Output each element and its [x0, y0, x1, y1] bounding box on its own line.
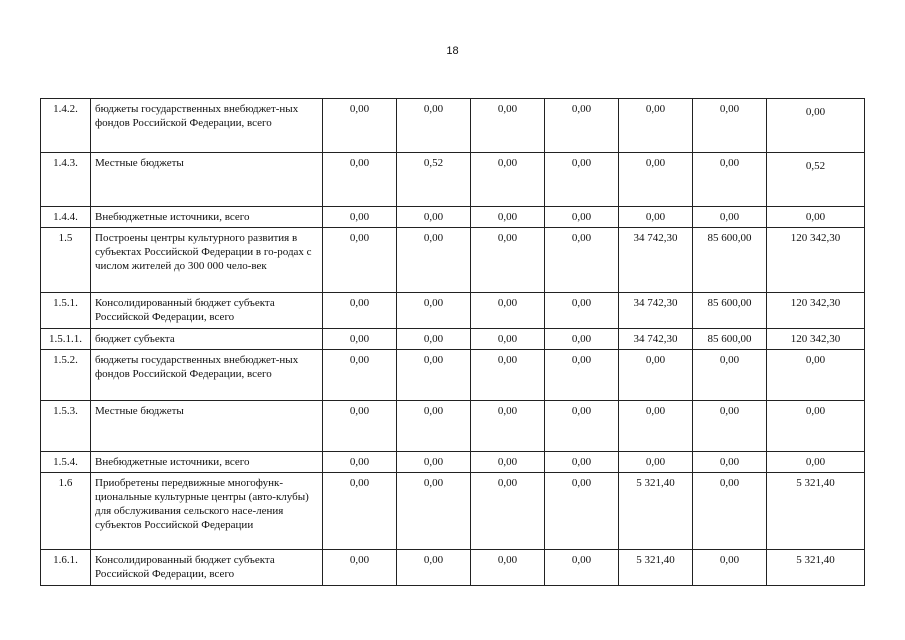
- table-row: [41, 153, 865, 207]
- value-cell-total: 0,00: [767, 452, 865, 473]
- page-number: 18: [446, 45, 459, 57]
- value-cell: 0,00: [397, 329, 471, 350]
- value-cell: 85 600,00: [693, 293, 767, 329]
- row-name: Построены центры культурного развития в субъектах Российской Федерации в го-родах с числом жителей до 300 000 чело-век: [91, 228, 323, 293]
- row-name: Приобретены передвижные многофунк-циональные культурные центры (авто-клубы) для обслуживания сельского насе-ления субъектов Российской Федерации: [91, 473, 323, 550]
- value-cell: 0,00: [323, 401, 397, 452]
- value-cell: 0,00: [545, 350, 619, 401]
- value-cell: 0,00: [619, 153, 693, 207]
- value-cell: 0,00: [545, 228, 619, 293]
- value-cell: 0,00: [397, 401, 471, 452]
- value-cell-total: 0,52: [767, 153, 865, 207]
- value-cell: 0,00: [397, 99, 471, 153]
- value-cell: 0,00: [397, 550, 471, 586]
- value-cell: 34 742,30: [619, 329, 693, 350]
- row-code: 1.6.1.: [41, 550, 91, 586]
- value-cell: 0,00: [545, 473, 619, 550]
- table-row: [41, 473, 865, 550]
- value-cell: 0,00: [619, 350, 693, 401]
- value-cell: 0,00: [471, 99, 545, 153]
- row-code: 1.5.4.: [41, 452, 91, 473]
- row-code: 1.5.1.: [41, 293, 91, 329]
- row-name: бюджет субъекта: [91, 329, 323, 350]
- row-name: Консолидированный бюджет субъекта Российской Федерации, всего: [91, 293, 323, 329]
- value-cell: 0,00: [471, 153, 545, 207]
- value-cell: 0,00: [619, 401, 693, 452]
- table-row: [41, 350, 865, 401]
- value-cell: 0,00: [397, 452, 471, 473]
- row-name: Местные бюджеты: [91, 401, 323, 452]
- row-name: Консолидированный бюджет субъекта Российской Федерации, всего: [91, 550, 323, 586]
- row-code: 1.5.1.1.: [41, 329, 91, 350]
- row-name: Внебюджетные источники, всего: [91, 207, 323, 228]
- row-code: 1.4.2.: [41, 99, 91, 153]
- value-cell: 0,00: [545, 153, 619, 207]
- value-cell: 0,00: [693, 401, 767, 452]
- value-cell: 5 321,40: [619, 550, 693, 586]
- value-cell: 0,00: [693, 153, 767, 207]
- value-cell-total: 5 321,40: [767, 550, 865, 586]
- row-code: 1.4.4.: [41, 207, 91, 228]
- value-cell: 0,00: [545, 401, 619, 452]
- row-code: 1.4.3.: [41, 153, 91, 207]
- value-cell-total: 0,00: [767, 99, 865, 153]
- value-cell: 0,00: [471, 401, 545, 452]
- value-cell: 0,00: [397, 293, 471, 329]
- row-name: бюджеты государственных внебюджет-ных фондов Российской Федерации, всего: [91, 350, 323, 401]
- table-row: [41, 293, 865, 329]
- value-cell: 0,00: [323, 293, 397, 329]
- value-cell: 0,00: [693, 99, 767, 153]
- table-row: [41, 228, 865, 293]
- value-cell: 0,00: [323, 329, 397, 350]
- budget-table: [40, 98, 865, 586]
- value-cell: 0,00: [545, 550, 619, 586]
- value-cell: 34 742,30: [619, 293, 693, 329]
- value-cell: 0,00: [323, 550, 397, 586]
- value-cell: 0,00: [545, 99, 619, 153]
- value-cell: 85 600,00: [693, 329, 767, 350]
- value-cell: 0,00: [693, 550, 767, 586]
- value-cell: 0,52: [397, 153, 471, 207]
- row-name: Внебюджетные источники, всего: [91, 452, 323, 473]
- row-code: 1.5.3.: [41, 401, 91, 452]
- value-cell: 0,00: [545, 207, 619, 228]
- value-cell: 0,00: [693, 207, 767, 228]
- value-cell: 0,00: [471, 452, 545, 473]
- value-cell: 0,00: [545, 293, 619, 329]
- value-cell: 0,00: [545, 452, 619, 473]
- value-cell: 0,00: [397, 228, 471, 293]
- value-cell: 0,00: [323, 99, 397, 153]
- value-cell-total: 120 342,30: [767, 228, 865, 293]
- value-cell: 0,00: [397, 473, 471, 550]
- value-cell: 0,00: [471, 207, 545, 228]
- value-cell-total: 120 342,30: [767, 329, 865, 350]
- value-cell: 0,00: [323, 153, 397, 207]
- table-row: [41, 452, 865, 473]
- value-cell: 0,00: [323, 207, 397, 228]
- row-code: 1.5.2.: [41, 350, 91, 401]
- value-cell: 34 742,30: [619, 228, 693, 293]
- value-cell-total: 120 342,30: [767, 293, 865, 329]
- value-cell: 0,00: [619, 452, 693, 473]
- value-cell: 0,00: [471, 550, 545, 586]
- value-cell: 0,00: [323, 350, 397, 401]
- table-row: [41, 207, 865, 228]
- row-name: Местные бюджеты: [91, 153, 323, 207]
- value-cell: 0,00: [323, 228, 397, 293]
- value-cell: 0,00: [471, 473, 545, 550]
- value-cell-total: 0,00: [767, 401, 865, 452]
- value-cell: 0,00: [323, 452, 397, 473]
- table-row: [41, 401, 865, 452]
- value-cell: 0,00: [397, 350, 471, 401]
- table-row: [41, 329, 865, 350]
- value-cell-total: 5 321,40: [767, 473, 865, 550]
- table-row: [41, 550, 865, 586]
- value-cell: 5 321,40: [619, 473, 693, 550]
- value-cell: 0,00: [397, 207, 471, 228]
- table-row: [41, 99, 865, 153]
- value-cell: 0,00: [471, 293, 545, 329]
- value-cell: 0,00: [619, 99, 693, 153]
- value-cell: 0,00: [471, 228, 545, 293]
- row-code: 1.5: [41, 228, 91, 293]
- value-cell: 0,00: [693, 473, 767, 550]
- value-cell: 0,00: [619, 207, 693, 228]
- row-name: бюджеты государственных внебюджет-ных фондов Российской Федерации, всего: [91, 99, 323, 153]
- value-cell: 85 600,00: [693, 228, 767, 293]
- value-cell: 0,00: [693, 452, 767, 473]
- value-cell-total: 0,00: [767, 350, 865, 401]
- value-cell-total: 0,00: [767, 207, 865, 228]
- row-code: 1.6: [41, 473, 91, 550]
- value-cell: 0,00: [323, 473, 397, 550]
- value-cell: 0,00: [471, 350, 545, 401]
- value-cell: 0,00: [545, 329, 619, 350]
- value-cell: 0,00: [471, 329, 545, 350]
- value-cell: 0,00: [693, 350, 767, 401]
